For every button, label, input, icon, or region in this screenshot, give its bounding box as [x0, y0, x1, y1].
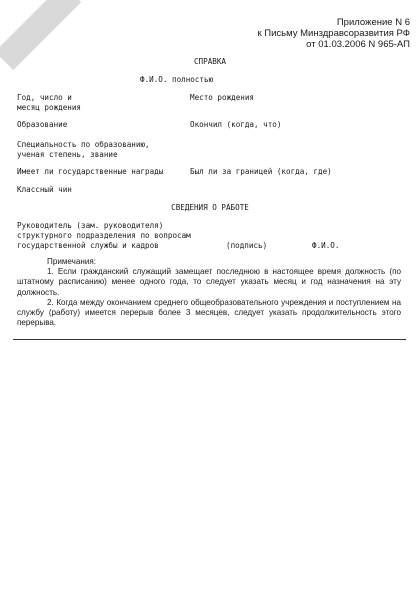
- signature-placeholder: (подпись): [226, 241, 268, 250]
- field-awards: Имеет ли государственные награды: [17, 167, 164, 176]
- appendix-line-1: Приложение N 6: [336, 17, 410, 28]
- notes-section: [17, 257, 401, 328]
- head-title-line-2: структурного подразделения по вопросам: [17, 231, 191, 240]
- field-specialty-line-2: ученая степень, звание: [17, 150, 118, 159]
- head-title-line-3: государственной службы и кадров: [17, 241, 159, 250]
- field-birth-date-line-1: Год, число и: [17, 93, 72, 102]
- note-item-2: 2. Когда между окончанием среднего общеобразовательного учреждения и поступлением на службу (работу) имеется перерыв более 3 месяцев, следует указать продолжительность этого перерыва.: [17, 297, 401, 328]
- notes-title: Примечания:: [47, 257, 96, 266]
- head-title-line-1: Руководитель (зам. руководителя): [17, 221, 164, 230]
- field-class-rank: Классный чин: [17, 185, 72, 194]
- work-info-heading: СВЕДЕНИЯ О РАБОТЕ: [171, 203, 249, 212]
- field-birth-date-line-2: месяц рождения: [17, 103, 82, 112]
- field-full-name: Ф.И.О. полностью: [140, 75, 214, 84]
- field-graduated: Окончил (когда, что): [190, 120, 282, 129]
- appendix-header: [257, 17, 410, 50]
- document-title: СПРАВКА: [193, 57, 226, 66]
- appendix-line-2: к Письму Минздравсоразвития РФ: [257, 28, 410, 39]
- head-name-placeholder: Ф.И.О.: [312, 241, 340, 250]
- appendix-line-3: от 01.03.2006 N 965-АП: [306, 39, 410, 50]
- note-item-1: 1. Если гражданский служащий замещает последнюю в настоящее время должность (по штатному расписанию) менее одного года, то следует указать месяц и год назначения на эту должность.: [17, 267, 401, 297]
- field-birth-place: Место рождения: [190, 93, 255, 102]
- bottom-divider: [13, 339, 406, 340]
- field-education: Образование: [17, 120, 68, 129]
- field-abroad: Был ли за границей (когда, где): [190, 167, 332, 176]
- field-specialty-line-1: Специальность по образованию,: [17, 140, 150, 149]
